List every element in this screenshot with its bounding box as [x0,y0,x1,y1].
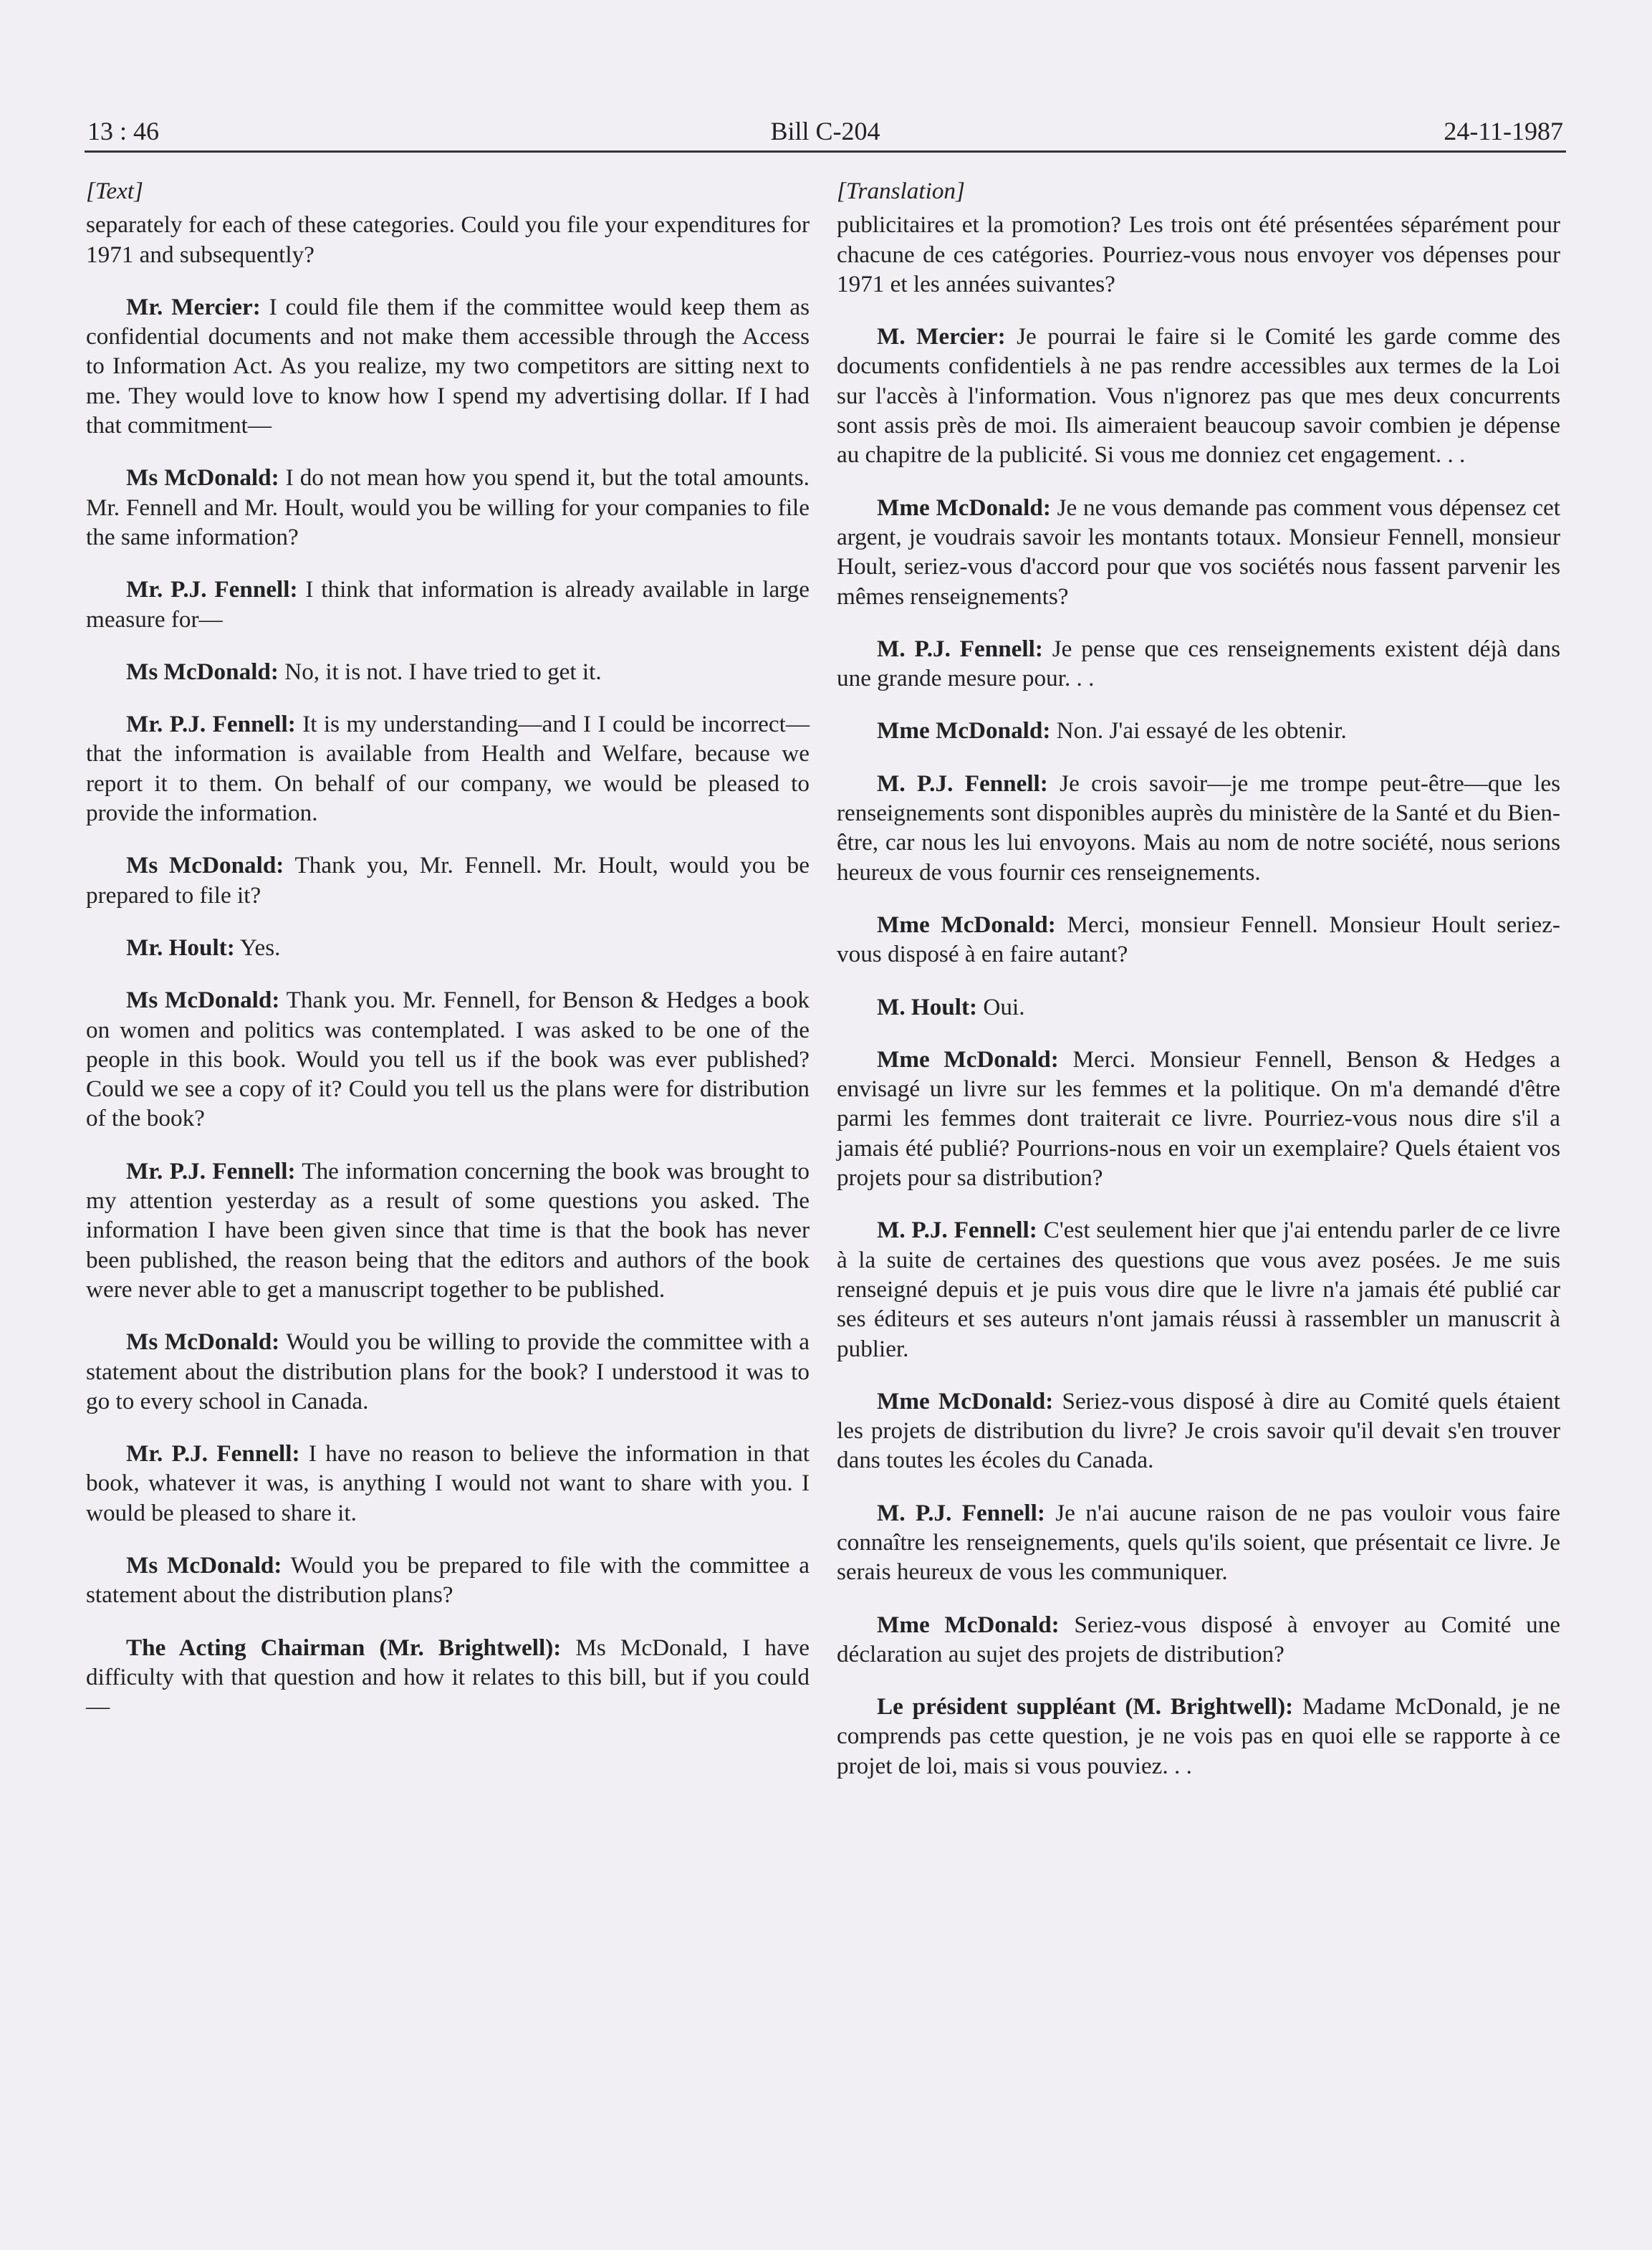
transcript-paragraph [86,1439,810,1528]
speaker-name: M. P.J. Fennell: [877,770,1048,797]
speaker-name: Mme McDonald: [877,717,1051,745]
transcript-paragraph [837,910,1560,970]
speaker-name: Mr. Hoult: [126,934,235,961]
french-column [837,176,1560,1804]
transcript-paragraph [837,210,1560,299]
speaker-name: Mr. Mercier: [126,293,261,320]
french-paragraphs [837,210,1560,1781]
transcript-paragraph [837,1610,1560,1670]
speech-text: separately for each of these categories. Could you file your expenditures for 1971 and subsequently? [86,211,810,268]
speech-text: I have no reason to believe the information in that book, whatever it was, is anything I would not want to share with you. I would be pleased to share it. [86,1440,810,1526]
speaker-name: Mme McDonald: [877,1045,1059,1073]
speaker-name: Ms McDonald: [126,987,280,1014]
transcript-paragraph [837,1387,1560,1475]
page-header [85,115,1566,153]
english-paragraphs [86,210,810,1721]
column-label: [Translation] [837,178,965,204]
speech-text: I do not mean how you spend it, but the total amounts. Mr. Fennell and Mr. Hoult, would you be willing for your companies to file the same information? [86,464,810,550]
transcript-paragraph [86,985,810,1133]
speech-text: Seriez-vous disposé à dire au Comité quels étaient les projets de distribution du livre? Je crois savoir qu'il devait s'en trouver dans toutes les écoles du Canada. [837,1387,1560,1474]
transcript-paragraph [86,292,810,440]
speech-text: publicitaires et la promotion? Les trois ont été présentées séparément pour chacune de ces catégories. Pourriez-vous nous envoyer vos dépenses pour 1971 et les années suivantes? [837,211,1560,297]
speaker-name: Ms McDonald: [126,1329,280,1356]
speaker-name: Mme McDonald: [877,494,1051,521]
transcript-paragraph [86,1633,810,1722]
transcript-paragraph [86,1551,810,1610]
speech-text: No, it is not. I have tried to get it. [278,658,602,685]
transcript-paragraph [86,709,810,828]
speech-text: Seriez-vous disposé à envoyer au Comité une déclaration au sujet des projets de distribution? [837,1611,1560,1667]
speech-text: It is my understanding—and I I could be incorrect—that the information is available from Health and Welfare, because we report it to them. On behalf of our company, we would be pleased to provide the information. [86,711,810,827]
transcript-paragraph [837,1692,1560,1781]
speaker-name: Ms McDonald: [126,852,284,879]
speech-text: Thank you, Mr. Fennell. Mr. Hoult, would you be prepared to file it? [86,852,810,909]
speech-text: Oui. [977,993,1025,1020]
speech-text: Je ne vous demande pas comment vous dépensez cet argent, je voudrais savoir les montants totaux. Monsieur Fennell, monsieur Hoult, seriez-vous d'accord pour que vos sociétés nous fassent parvenir les mêmes renseignements? [837,494,1560,610]
speech-text: Je n'ai aucune raison de ne pas vouloir vous faire connaître les renseignements, quels qu'ils soient, que présentait ce livre. Je serais heureux de vous les communiquer. [837,1499,1560,1586]
speaker-name: M. Mercier: [877,323,1006,350]
transcript-paragraph [86,657,810,686]
speech-text: Je pense que ces renseignements existent déjà dans une grande mesure pour. . . [837,635,1560,692]
speaker-name: M. Hoult: [877,993,978,1020]
column-label: [Text] [86,178,143,204]
speech-text: Non. J'ai essayé de les obtenir. [1050,717,1347,745]
speech-text: Would you be prepared to file with the committee a statement about the distribution plans? [86,1551,810,1609]
speaker-name: M. P.J. Fennell: [877,635,1043,662]
transcript-paragraph [837,992,1560,1022]
speaker-name: Mr. P.J. Fennell: [126,711,296,738]
transcript-paragraph [837,1045,1560,1192]
transcript-paragraph [837,1498,1560,1587]
transcript-paragraph [837,716,1560,745]
sitting-date: 24-11-1987 [1444,117,1563,145]
speaker-name: M. P.J. Fennell: [877,1499,1045,1526]
speaker-name: Le président suppléant (M. Brightwell): [877,1693,1294,1720]
speech-text: Je pourrai le faire si le Comité les garde comme des documents confidentiels à ne pas rendre accessibles aux termes de la Loi sur l'accès à l'information. Vous n'ignorez pas que mes deux concurrents sont assis près de moi. Ils aimeraient beaucoup savoir combien je dépense au chapitre de la publicité. Si vous me donniez cet engagement. . . [837,323,1560,469]
speaker-name: Mme McDonald: [877,911,1056,938]
page-reference: 13 : 46 [87,117,160,145]
speaker-name: Mr. P.J. Fennell: [126,576,298,603]
speaker-name: Ms McDonald: [126,464,279,492]
speaker-name: M. P.J. Fennell: [877,1217,1037,1244]
speaker-name: Mr. P.J. Fennell: [126,1157,296,1184]
speech-text: Would you be willing to provide the committee with a statement about the distribution plans for the book? I understood it was to go to every school in Canada. [86,1329,810,1414]
bill-number: Bill C-204 [770,117,880,145]
speaker-name: Mme McDonald: [877,1611,1060,1638]
speech-text: I think that information is already available in large measure for— [86,576,810,633]
transcript-paragraph [86,575,810,634]
speech-text: Thank you. Mr. Fennell, for Benson & Hedges a book on women and politics was contemplated. I was asked to be one of the people in this book. Would you tell us if the book was ever published? Could we see a copy of it? Could you tell us the plans were for distribution of the book? [86,987,810,1132]
speech-text: The information concerning the book was brought to my attention yesterday as a result of some questions you asked. The information I have been given since that time is that the book has never been published, the reason being that the editors and authors of the book were never able to get a manuscript together to be published. [86,1157,810,1303]
english-column [86,176,810,1744]
speech-text: Je crois savoir—je me trompe peut-être—que les renseignements sont disponibles auprès du ministère de la Santé et du Bien-être, car nous les lui envoyons. Mais au nom de notre société, nous serions heureux de vous fournir ces renseignements. [837,770,1560,886]
speech-text: Merci. Monsieur Fennell, Benson & Hedges a envisagé un livre sur les femmes et la politique. On m'a demandé d'être parmi les femmes dont traiterait ce livre. Pourriez-vous nous dire s'il a jamais été publié? Pourrions-nous en voir un exemplaire? Quels étaient vos projets pour sa distribution? [837,1045,1560,1192]
speech-text: Ms McDonald, I have difficulty with that question and how it relates to this bill, but if you could— [86,1634,810,1720]
transcript-paragraph [837,769,1560,887]
speaker-name: Ms McDonald: [126,658,279,685]
speaker-name: Mme McDonald: [877,1387,1054,1414]
speech-text: Yes. [234,934,281,961]
speaker-name: Mr. P.J. Fennell: [126,1440,300,1468]
transcript-paragraph [837,322,1560,469]
transcript-paragraph [86,463,810,552]
transcript-paragraph [837,493,1560,611]
transcript-paragraph [86,1157,810,1304]
transcript-paragraph [86,851,810,910]
speaker-name: The Acting Chairman (Mr. Brightwell): [126,1634,562,1661]
transcript-paragraph [837,634,1560,694]
speaker-name: Ms McDonald: [126,1551,282,1579]
speech-text: I could file them if the committee would keep them as confidential documents and not make them accessible through the Access to Information Act. As you realize, my two competitors are sitting next to me. They would love to know how I spend my advertising dollar. If I had that commitment— [86,293,810,439]
transcript-paragraph [837,1215,1560,1363]
transcript-paragraph [86,210,810,269]
speech-text: C'est seulement hier que j'ai entendu parler de ce livre à la suite de certaines des questions que vous avez posées. Je me suis renseigné depuis et je puis vous dire que le livre n'a jamais été publié car ses éditeurs et ses auteurs n'ont jamais réussi à rassembler un manuscrit à publier. [837,1217,1560,1362]
speech-text: Madame McDonald, je ne comprends pas cette question, je ne vois pas en quoi elle se rapporte à ce projet de loi, mais si vous pouviez. . . [837,1693,1560,1779]
speech-text: Merci, monsieur Fennell. Monsieur Hoult seriez-vous disposé à en faire autant? [837,911,1560,968]
transcript-paragraph [86,1327,810,1416]
transcript-paragraph [86,933,810,962]
